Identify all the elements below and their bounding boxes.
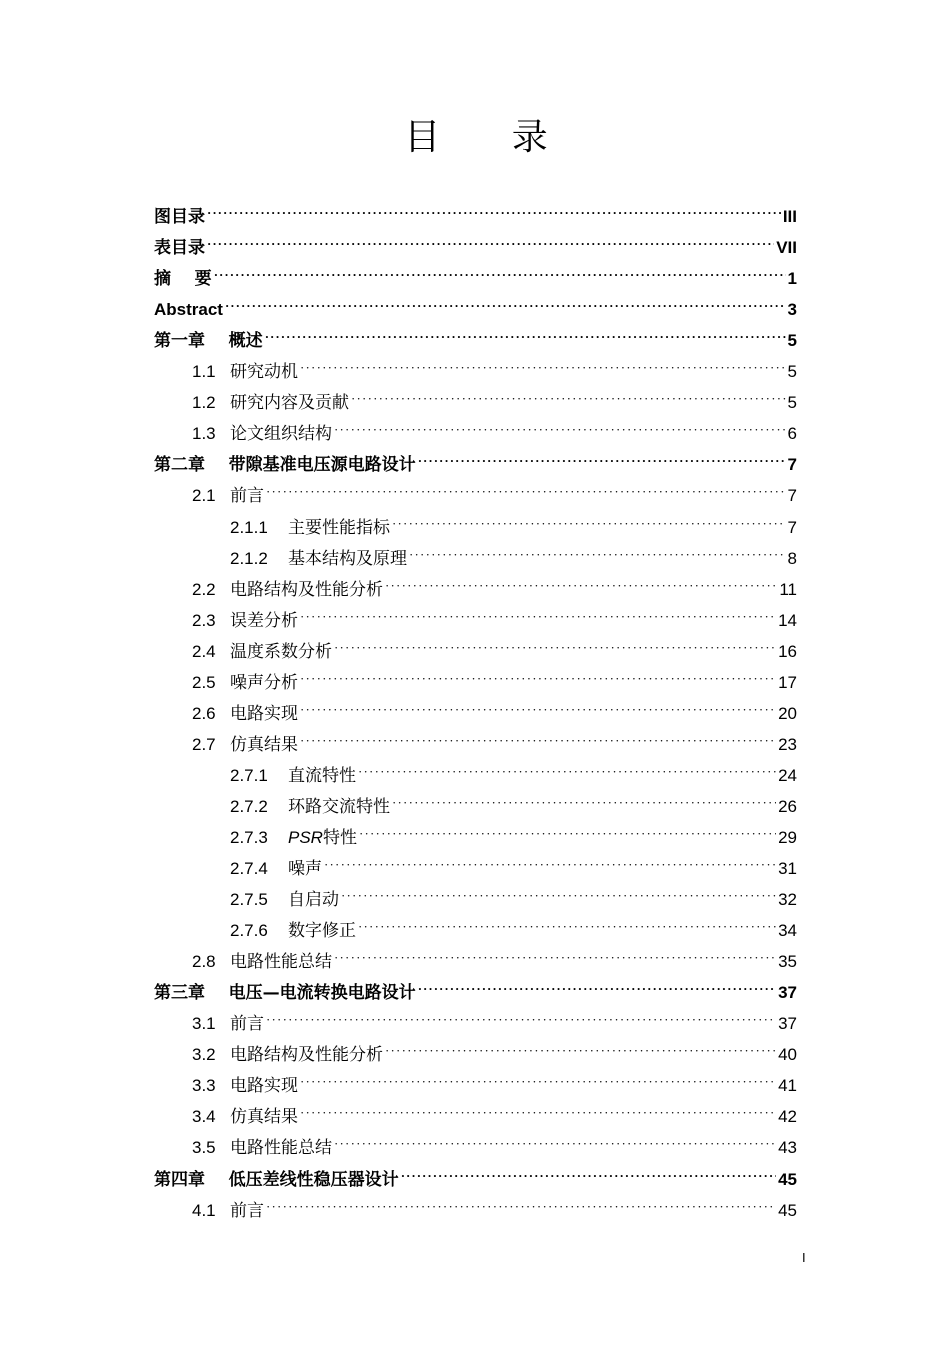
toc-entry-title: 仿真结果 xyxy=(230,1107,298,1128)
toc-entry-title: 温度系数分析 xyxy=(230,641,332,662)
toc-entry-title: 电路性能总结 xyxy=(230,952,332,973)
toc-entry[interactable] xyxy=(154,849,797,880)
dot-leader xyxy=(358,916,776,938)
dot-leader xyxy=(392,513,786,535)
toc-entry-number: 2.4 xyxy=(192,641,216,661)
toc-entry-page: 32 xyxy=(778,890,797,910)
toc-entry-title: 噪声 xyxy=(288,859,322,880)
toc-entry-title: 前言 xyxy=(230,1014,264,1035)
dot-leader xyxy=(334,947,776,969)
toc-entry-title: 误差分析 xyxy=(230,610,298,631)
toc-entry-page: 5 xyxy=(787,393,797,413)
dot-leader xyxy=(207,233,774,255)
toc-entry[interactable] xyxy=(154,663,797,694)
toc-entry-number: 2.5 xyxy=(192,672,216,692)
toc-entry-title: 数字修正 xyxy=(288,921,356,942)
toc-entry-title: 噪声分析 xyxy=(230,672,298,693)
toc-entry-number: 3.2 xyxy=(192,1045,216,1065)
toc-entry[interactable] xyxy=(154,1035,797,1066)
toc-entry-page: 34 xyxy=(778,921,797,941)
dot-leader xyxy=(300,1071,776,1093)
dot-leader xyxy=(385,1040,776,1062)
toc-entry-title: 图目录 xyxy=(154,207,205,228)
dot-leader xyxy=(265,326,786,348)
toc-entry-page: 37 xyxy=(778,983,797,1003)
toc-entry-page: 45 xyxy=(778,1169,797,1189)
dot-leader xyxy=(351,388,786,410)
toc-entry[interactable] xyxy=(154,570,797,601)
toc-entry[interactable] xyxy=(154,1097,797,1128)
page-title: 目 录 xyxy=(404,117,578,158)
toc-entry-page: 8 xyxy=(787,548,797,568)
toc-entry-number: 2.8 xyxy=(192,952,216,972)
toc-entry-page: 14 xyxy=(778,610,797,630)
dot-leader xyxy=(334,1133,776,1155)
dot-leader xyxy=(418,450,786,472)
toc-entry-number: 2.7 xyxy=(192,734,216,754)
toc-entry-title: 摘 要 xyxy=(154,269,212,290)
toc-entry-page: VII xyxy=(776,238,797,258)
dot-leader xyxy=(401,1165,776,1187)
toc-entry-number: 4.1 xyxy=(192,1200,216,1220)
toc-entry-number: 2.7.4 xyxy=(230,859,268,879)
toc-entry[interactable] xyxy=(154,725,797,756)
toc-entry[interactable] xyxy=(154,476,797,507)
toc-entry[interactable] xyxy=(154,445,797,476)
toc-entry-title: 基本结构及原理 xyxy=(288,548,407,569)
toc-entry-number: 2.7.6 xyxy=(230,921,268,941)
toc-entry-number: 2.1.2 xyxy=(230,548,268,568)
toc-entry-page: 3 xyxy=(787,300,797,320)
toc-entry-number: 1.3 xyxy=(192,424,216,444)
toc-entry-title: 研究内容及贡献 xyxy=(230,393,349,414)
toc-entry[interactable] xyxy=(154,507,797,538)
toc-entry-title: 电路实现 xyxy=(230,1076,298,1097)
toc-entry-page: 5 xyxy=(787,331,797,351)
toc-entry-number: 2.1.1 xyxy=(230,517,268,537)
toc-entry-number: 2.7.1 xyxy=(230,765,268,785)
toc-entry-title: 第四章 低压差线性稳压器设计 xyxy=(154,1169,399,1190)
toc-entry[interactable] xyxy=(154,290,797,321)
toc-entry[interactable] xyxy=(154,259,797,290)
toc-entry[interactable] xyxy=(154,1191,797,1222)
toc-entry-page: 23 xyxy=(778,734,797,754)
dot-leader xyxy=(207,202,781,224)
toc-entry[interactable] xyxy=(154,197,797,228)
dot-leader xyxy=(358,761,776,783)
toc-entry-title: 论文组织结构 xyxy=(230,424,332,445)
toc-entry-number: 1.1 xyxy=(192,362,216,382)
toc-entry-number: 2.6 xyxy=(192,703,216,723)
toc-entry-page: 35 xyxy=(778,952,797,972)
dot-leader xyxy=(300,668,776,690)
toc-entry-title-prefix: PSR xyxy=(288,827,323,847)
dot-leader xyxy=(359,823,776,845)
toc-entry-page: 43 xyxy=(778,1138,797,1158)
toc-entry-title: 电路结构及性能分析 xyxy=(230,579,383,600)
toc-entry[interactable] xyxy=(154,228,797,259)
toc-entry-page: 17 xyxy=(778,672,797,692)
toc-entry-number: 2.3 xyxy=(192,610,216,630)
toc-entry[interactable] xyxy=(154,818,797,849)
toc-entry-number: 3.5 xyxy=(192,1138,216,1158)
dot-leader xyxy=(409,544,786,566)
toc-entry[interactable] xyxy=(154,1159,797,1190)
toc-entry[interactable] xyxy=(154,539,797,570)
dot-leader xyxy=(392,792,776,814)
toc-entry-number: 1.2 xyxy=(192,393,216,413)
dot-leader xyxy=(266,481,786,503)
dot-leader xyxy=(324,854,776,876)
toc-entry[interactable] xyxy=(154,911,797,942)
dot-leader xyxy=(418,978,776,1000)
toc-entry-page: 6 xyxy=(787,424,797,444)
toc-entry-number: 3.1 xyxy=(192,1014,216,1034)
toc-entry[interactable] xyxy=(154,756,797,787)
dot-leader xyxy=(300,1102,776,1124)
dot-leader xyxy=(334,419,786,441)
toc-entry-page: 7 xyxy=(787,517,797,537)
toc-entry-page: 1 xyxy=(787,269,797,289)
toc-entry[interactable] xyxy=(154,787,797,818)
toc-entry[interactable] xyxy=(154,1004,797,1035)
dot-leader xyxy=(334,637,776,659)
toc-entry-title: 主要性能指标 xyxy=(288,517,390,538)
toc-entry-title: 研究动机 xyxy=(230,362,298,383)
dot-leader xyxy=(214,264,786,286)
toc-entry-title: 环路交流特性 xyxy=(288,796,390,817)
toc-entry-number: 2.2 xyxy=(192,579,216,599)
toc-entry[interactable] xyxy=(154,601,797,632)
toc-entry-page: 11 xyxy=(779,579,797,599)
page-number: I xyxy=(802,1250,806,1265)
toc-entry-page: 7 xyxy=(787,455,797,475)
toc-entry[interactable] xyxy=(154,973,797,1004)
toc-entry[interactable] xyxy=(154,632,797,663)
toc-entry-page: 26 xyxy=(778,796,797,816)
toc-entry-title: 直流特性 xyxy=(288,765,356,786)
dot-leader xyxy=(266,1196,776,1218)
toc-entry-title: 第一章 概述 xyxy=(154,331,263,352)
toc-entry-title: 表目录 xyxy=(154,238,205,259)
toc-entry-title: 第三章 电压—电流转换电路设计 xyxy=(154,983,416,1004)
toc-entry[interactable] xyxy=(154,321,797,352)
toc-entry-page: 31 xyxy=(778,859,797,879)
toc-entry-page: 16 xyxy=(778,641,797,661)
table-of-contents xyxy=(154,197,797,1222)
toc-entry-page: 41 xyxy=(778,1076,797,1096)
toc-entry[interactable] xyxy=(154,694,797,725)
toc-entry-page: III xyxy=(782,207,797,227)
toc-entry-number: 2.7.3 xyxy=(230,827,268,847)
toc-entry-page: 37 xyxy=(778,1014,797,1034)
toc-entry-number: 2.7.5 xyxy=(230,890,268,910)
toc-entry-title: 电路结构及性能分析 xyxy=(230,1045,383,1066)
toc-entry-title: 特性 xyxy=(322,827,357,848)
toc-entry-title: 第二章 带隙基准电压源电路设计 xyxy=(154,455,416,476)
toc-entry-page: 40 xyxy=(778,1045,797,1065)
toc-entry-page: 45 xyxy=(778,1200,797,1220)
dot-leader xyxy=(300,730,776,752)
dot-leader xyxy=(266,1009,776,1031)
toc-entry[interactable] xyxy=(154,942,797,973)
toc-entry-page: 29 xyxy=(778,827,797,847)
toc-entry-page: 7 xyxy=(787,486,797,506)
toc-entry-title: 仿真结果 xyxy=(230,734,298,755)
toc-entry-title: 自启动 xyxy=(288,890,339,911)
toc-entry[interactable] xyxy=(154,352,797,383)
toc-entry[interactable] xyxy=(154,383,797,414)
toc-entry-title: 前言 xyxy=(230,486,264,507)
toc-entry-page: 5 xyxy=(787,362,797,382)
toc-entry[interactable] xyxy=(154,414,797,445)
toc-entry-number: 2.7.2 xyxy=(230,796,268,816)
dot-leader xyxy=(300,357,786,379)
dot-leader xyxy=(341,885,776,907)
toc-entry-number: 2.1 xyxy=(192,486,216,506)
toc-entry-title: 电路实现 xyxy=(230,703,298,724)
toc-entry-title: 前言 xyxy=(230,1200,264,1221)
toc-entry-page: 42 xyxy=(778,1107,797,1127)
toc-entry[interactable] xyxy=(154,1066,797,1097)
toc-entry[interactable] xyxy=(154,1128,797,1159)
dot-leader xyxy=(225,295,786,317)
toc-entry-page: 20 xyxy=(778,703,797,723)
dot-leader xyxy=(300,606,776,628)
toc-entry-number: 3.4 xyxy=(192,1107,216,1127)
toc-entry[interactable] xyxy=(154,880,797,911)
toc-entry-number: 3.3 xyxy=(192,1076,216,1096)
toc-entry-page: 24 xyxy=(778,765,797,785)
toc-entry-title: Abstract xyxy=(154,300,223,320)
dot-leader xyxy=(385,575,777,597)
toc-entry-title: 电路性能总结 xyxy=(230,1138,332,1159)
dot-leader xyxy=(300,699,776,721)
